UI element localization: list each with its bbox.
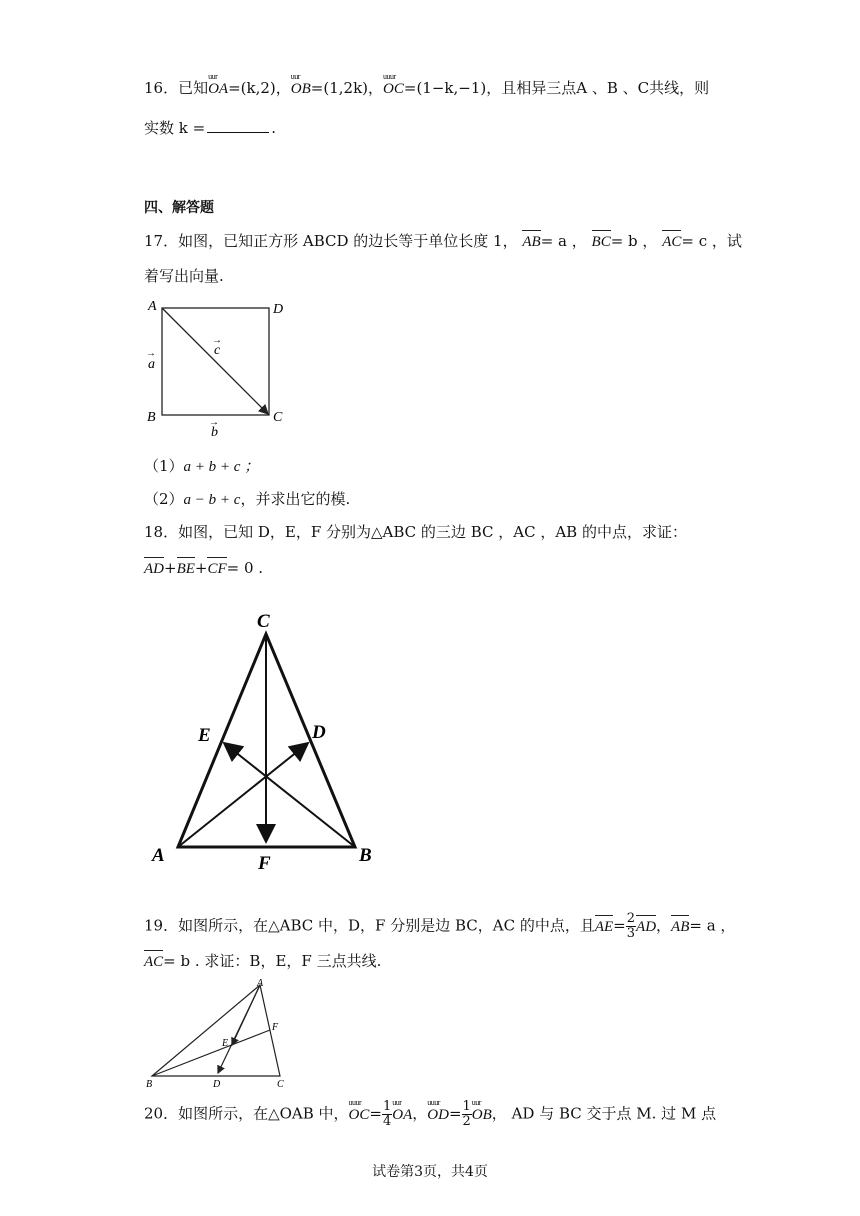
label-E: E: [222, 1038, 229, 1049]
q16-tail: ，且相异三点A 、B 、C共线，则: [486, 79, 710, 97]
q17-part1: （1）a + b + c ；: [144, 457, 260, 475]
vector-ob: uur OB: [471, 1097, 492, 1123]
arrow-b-icon: →: [209, 417, 219, 428]
q16-number: 16．已知: [144, 79, 209, 97]
q16-line1: 16．已知 uur OA=(k,2)， uur OB=(1,2k)， uuur OC=(1−k,−1)，且相异三点A 、B 、C共线，则: [144, 72, 710, 97]
label-b: b: [211, 425, 218, 440]
vector-ac: AC: [662, 234, 682, 250]
label-B: B: [147, 410, 156, 425]
vector-oc: uuur OC: [348, 1097, 370, 1123]
label-A: A: [148, 299, 157, 314]
vector-cf: CF: [207, 561, 227, 577]
q16-line2: 实数 k = .: [144, 119, 276, 137]
label-B: B: [359, 845, 372, 866]
q18-line1: 18．如图，已知 D，E，F 分别为△ABC 的三边 BC ，AC ，AB 的中点，求证：: [144, 523, 687, 541]
fraction-one-quarter: $\frac{1}{4}$: [382, 1099, 392, 1129]
vector-ob: uur OB: [290, 72, 311, 97]
vector-ad: AD: [144, 561, 164, 577]
answer-blank[interactable]: [207, 132, 269, 133]
vector-be: BE: [176, 561, 195, 577]
label-B: B: [146, 1079, 153, 1090]
label-a: a: [148, 357, 155, 372]
vector-oa: uur OA: [208, 72, 229, 97]
q17-square-figure: [140, 294, 300, 444]
fraction-two-thirds: $\frac{2}{3}$: [626, 911, 636, 941]
q17-part2: （2）a − b + c，并求出它的模.: [144, 490, 351, 508]
vector-bc: BC: [591, 234, 611, 250]
arrow-a-icon: →: [146, 348, 156, 359]
label-C: C: [277, 1079, 284, 1090]
q18-triangle-figure: [150, 608, 390, 878]
label-D: D: [213, 1079, 221, 1090]
q17-line1: 17．如图，已知正方形 ABCD 的边长等于单位长度 1， AB= a ， BC= b ， AC= c ，试: [144, 232, 742, 250]
vector-ab: AB: [522, 234, 541, 250]
label-F: F: [258, 853, 271, 874]
vector-oc-value: =(1−k,−1): [403, 79, 487, 97]
label-A: A: [257, 978, 264, 989]
label-D: D: [273, 302, 284, 317]
label-C: C: [273, 410, 283, 425]
section-title: 四、解答题: [144, 200, 214, 216]
q18-line2: AD+BE+CF= 0 .: [144, 559, 264, 577]
q19-line1: 19．如图所示，在△ABC 中，D，F 分别是边 BC，AC 的中点，且AE= $\frac{2}{3}$ AD，AB= a ，: [144, 911, 736, 941]
vector-od: uuur OD: [427, 1097, 449, 1123]
arrow-c-icon: →: [212, 335, 222, 346]
label-c: c: [214, 343, 221, 358]
label-F: F: [272, 1022, 279, 1033]
page-footer: 试卷第3页，共4页: [372, 1164, 488, 1180]
vector-ac: AC: [144, 954, 164, 970]
vector-oa-value: =(k,2): [228, 79, 276, 97]
vector-oa: uur OA: [392, 1097, 413, 1123]
label-A: A: [152, 845, 165, 866]
fraction-one-half: $\frac{1}{2}$: [462, 1099, 471, 1129]
vector-ae: AE: [594, 918, 614, 935]
diagonal-ac: [162, 308, 268, 414]
label-D: D: [312, 722, 326, 743]
q19-line2: AC= b . 求证：B，E，F 三点共线.: [144, 952, 382, 970]
q19-triangle-figure: [142, 978, 292, 1090]
vector-ab: AB: [671, 918, 690, 935]
vector-ad: AD: [636, 918, 657, 935]
vector-oc: uuur OC: [383, 72, 404, 97]
label-C: C: [257, 611, 270, 632]
label-E: E: [198, 725, 211, 746]
q20-line1: 20．如图所示，在△OAB 中， uuur OC= $\frac{1}{4}$ uur OA， uuur OD= $\frac{1}{2}$ uur OB， AD 与 BC 交于点 M. 过 M 点: [144, 1097, 717, 1129]
q17-line2: 着写出向量.: [144, 267, 224, 285]
vector-ob-value: =(1,2k): [310, 79, 369, 97]
triangle-abc: [152, 985, 280, 1076]
segment-bf: [152, 1030, 270, 1076]
